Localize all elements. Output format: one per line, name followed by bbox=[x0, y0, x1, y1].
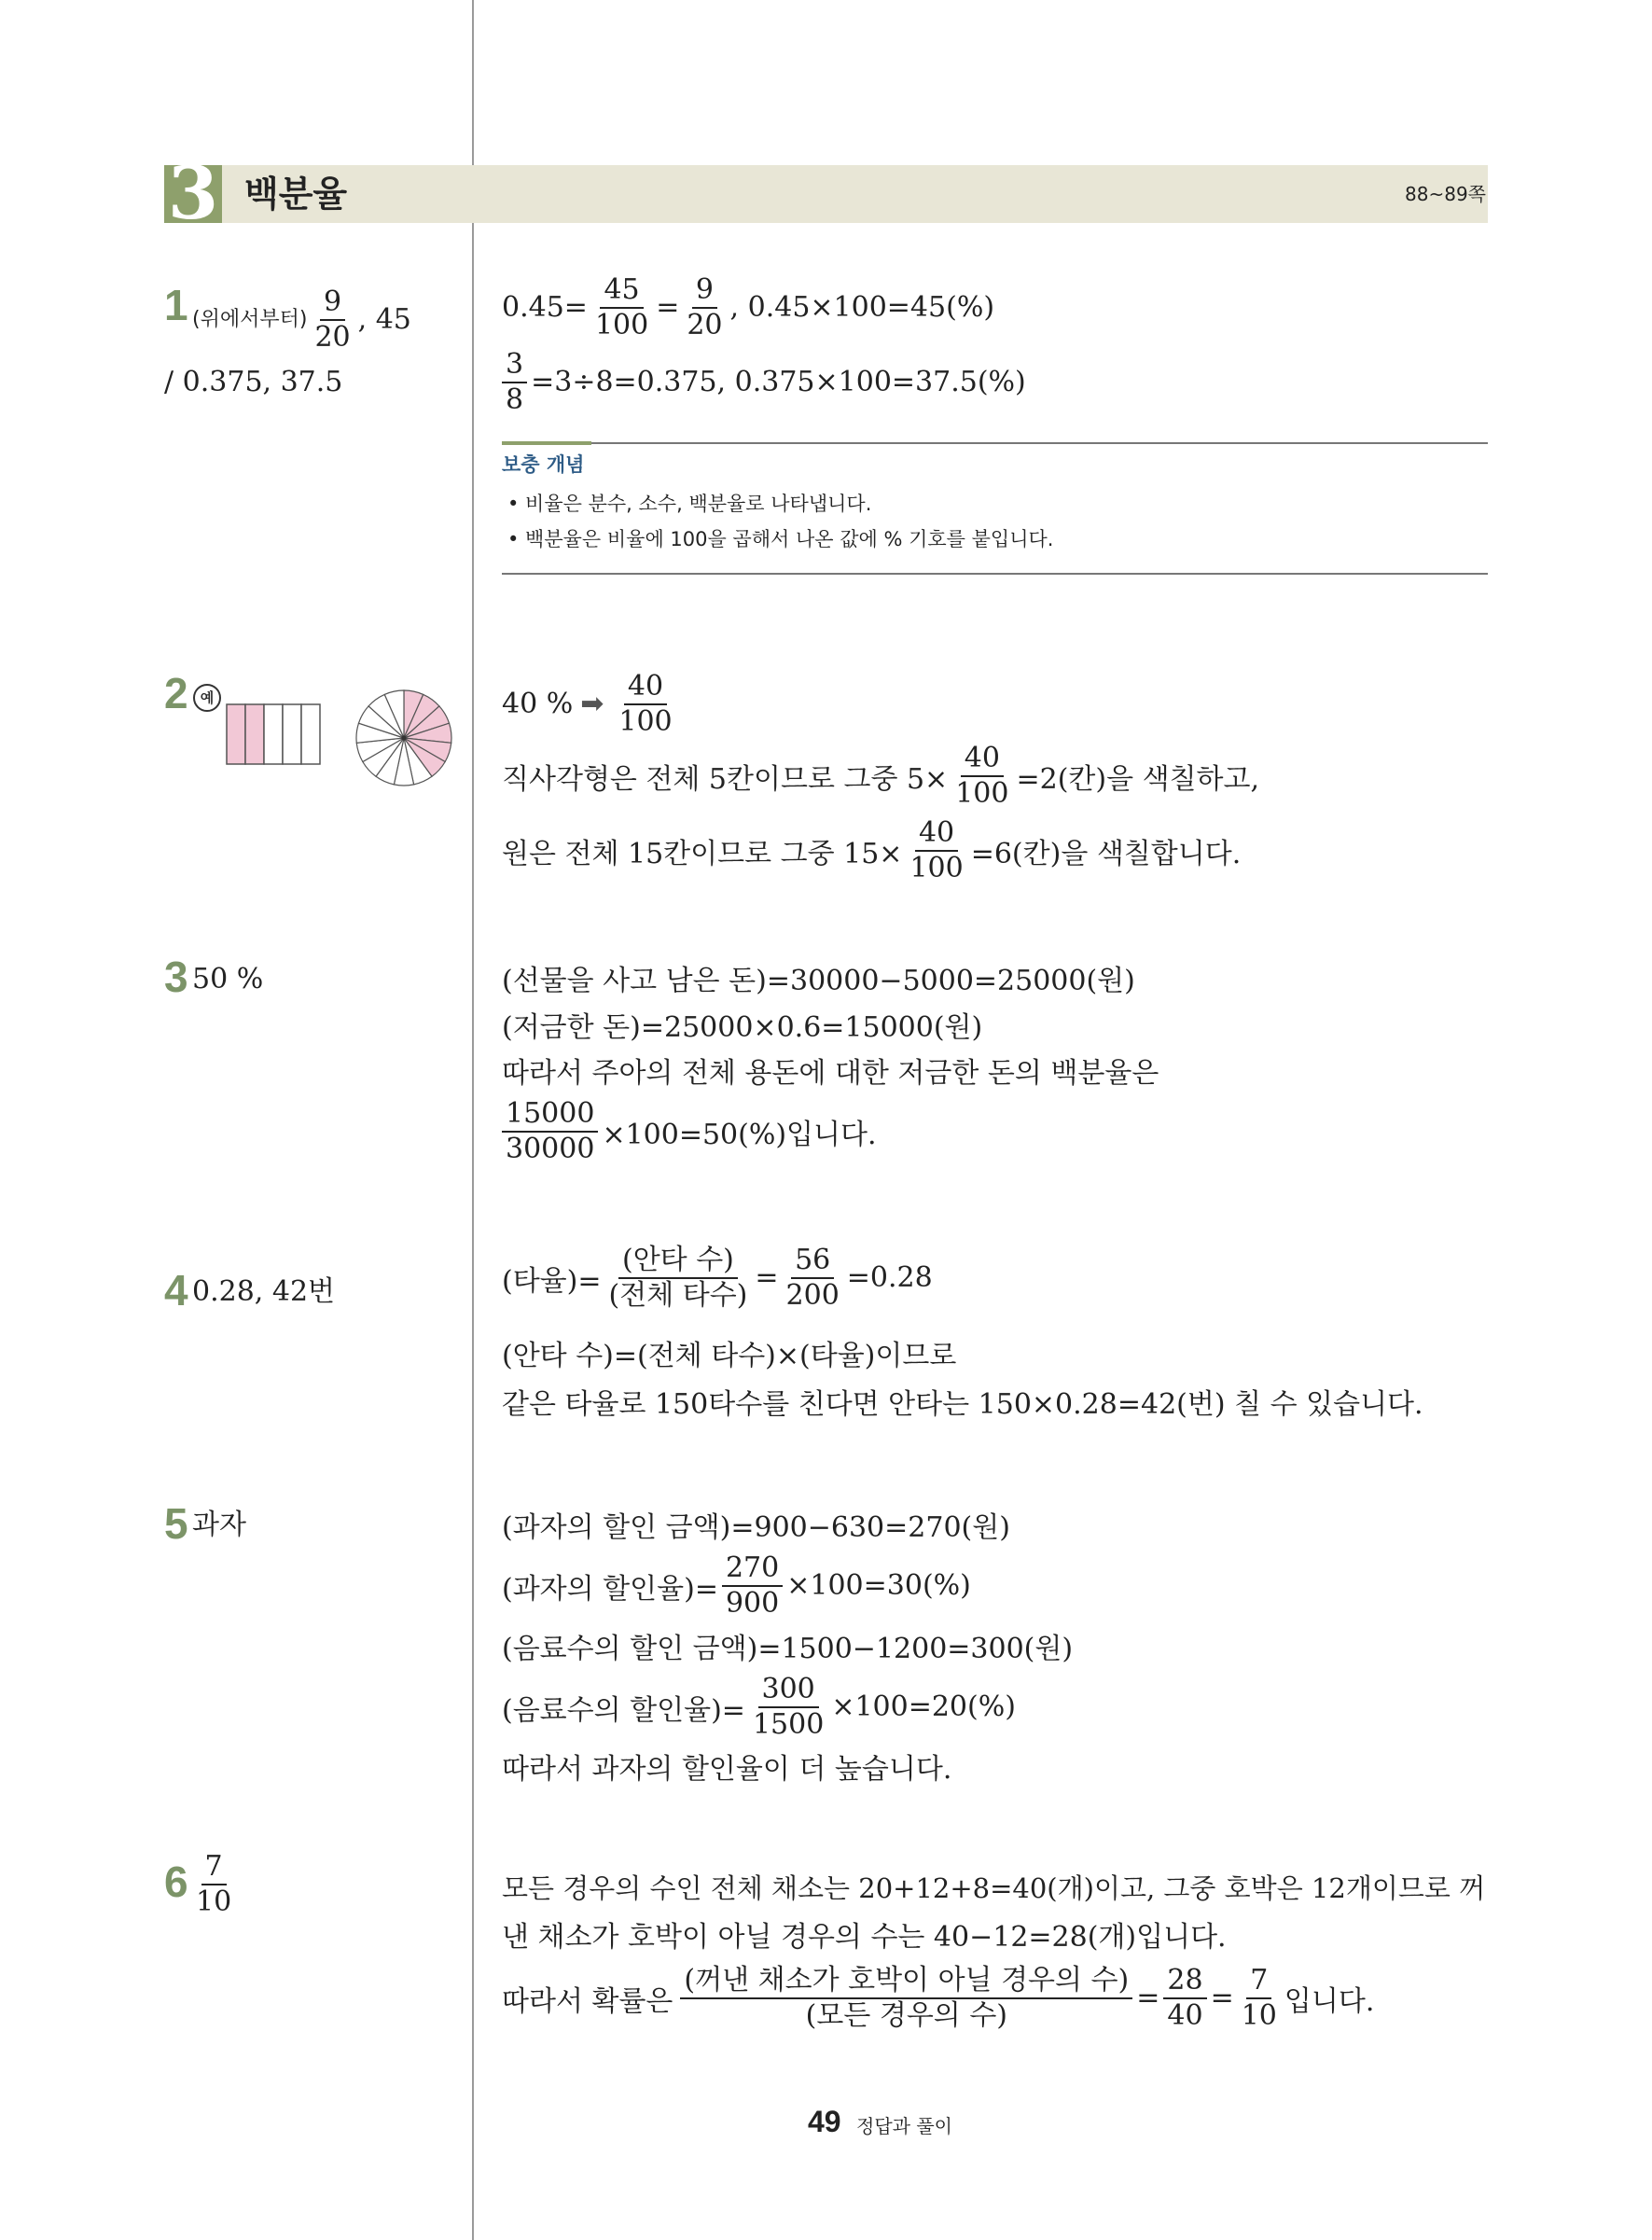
fraction-denominator: 900 bbox=[725, 1586, 780, 1620]
fraction-numerator: (꺼낸 채소가 호박이 아닐 경우의 수) bbox=[680, 1966, 1132, 1999]
solution-line: 따라서 주아의 전체 용돈에 대한 저금한 돈의 백분율은 bbox=[502, 1057, 1159, 1090]
fraction-numerator: 270 bbox=[722, 1553, 783, 1587]
solution-line: (음료수의 할인 금액)=1500−1200=300(원) bbox=[502, 1633, 1074, 1665]
page-number: 49 bbox=[808, 2105, 841, 2138]
note-accent-bar bbox=[502, 441, 591, 445]
fraction bbox=[1238, 1966, 1281, 2030]
answer bbox=[192, 287, 411, 352]
text: ×100=20(%) bbox=[831, 1690, 1016, 1723]
text: =3÷8=0.375, 0.375×100=37.5(%) bbox=[531, 366, 1026, 398]
fraction bbox=[680, 1966, 1132, 2030]
fraction bbox=[951, 744, 1012, 808]
fraction-denominator: 100 bbox=[594, 308, 649, 341]
note-title: 보충 개념 bbox=[502, 453, 585, 476]
fraction bbox=[749, 1675, 827, 1739]
answer: 0.28, 42번 bbox=[192, 1275, 336, 1308]
text: ×100=50(%)입니다. bbox=[602, 1118, 877, 1151]
fraction bbox=[502, 1099, 598, 1163]
fraction-numerator: 7 bbox=[1246, 1966, 1271, 1999]
solution-line bbox=[502, 1675, 1016, 1739]
answer-fraction bbox=[311, 287, 354, 352]
text: = bbox=[1210, 1982, 1234, 2014]
note-bottom-rule bbox=[502, 573, 1488, 575]
fraction-denominator: 40 bbox=[1167, 1998, 1203, 2032]
question-number: 1 bbox=[164, 281, 188, 329]
fraction-numerator: 56 bbox=[791, 1245, 834, 1279]
fraction bbox=[906, 818, 966, 883]
fraction-denominator: 10 bbox=[196, 1885, 232, 1918]
fraction-denominator: (전체 타수) bbox=[608, 1278, 748, 1312]
answer-prefix: (위에서부터) bbox=[192, 307, 308, 331]
solution-line: (과자의 할인 금액)=900−630=270(원) bbox=[502, 1511, 1010, 1544]
fraction bbox=[591, 275, 652, 340]
circle-center bbox=[402, 736, 407, 741]
fraction bbox=[502, 350, 527, 414]
text: = bbox=[656, 291, 680, 324]
answer-tail: , 45 bbox=[357, 302, 411, 336]
solution-line: (선물을 사고 남은 돈)=30000−5000=25000(원) bbox=[502, 965, 1135, 997]
fraction-denominator: 200 bbox=[785, 1278, 840, 1312]
fraction-numerator: 9 bbox=[320, 287, 345, 321]
rect-cell bbox=[283, 704, 301, 764]
fraction-numerator: 28 bbox=[1163, 1966, 1206, 1999]
solution-line: 낸 채소가 호박이 아닐 경우의 수는 40−12=28(개)입니다. bbox=[502, 1921, 1227, 1954]
answer bbox=[192, 1852, 239, 1916]
note-item: • 백분율은 비율에 100을 곱해서 나온 값에 % 기호를 붙입니다. bbox=[507, 528, 1054, 550]
solution-line: 따라서 과자의 할인율이 더 높습니다. bbox=[502, 1753, 952, 1786]
solution-line: (안타 수)=(전체 타수)×(타율)이므로 bbox=[502, 1340, 957, 1372]
text: 원은 전체 15칸이므로 그중 15× bbox=[502, 837, 903, 870]
fraction-numerator: 45 bbox=[600, 275, 643, 309]
fraction-denominator: 10 bbox=[1241, 1998, 1277, 2032]
answer: 과자 bbox=[192, 1509, 246, 1541]
text: ×100=30(%) bbox=[786, 1569, 971, 1602]
solution-line: 같은 타율로 150타수를 친다면 안타는 150×0.28=42(번) 칠 수 있습니다. bbox=[502, 1388, 1423, 1421]
fraction bbox=[722, 1553, 783, 1618]
solution-line: 모든 경우의 수인 전체 채소는 20+12+8=40(개)이고, 그중 호박은 12개이므로 꺼 bbox=[502, 1871, 1486, 1904]
fraction-numerator: 7 bbox=[201, 1852, 227, 1885]
text: =6(칸)을 색칠합니다. bbox=[970, 837, 1242, 870]
rectangle-diagram bbox=[224, 702, 323, 767]
question-number: 2 bbox=[164, 669, 188, 717]
solution-line bbox=[502, 818, 1241, 883]
solution-line bbox=[502, 1099, 877, 1163]
solution-line bbox=[502, 744, 1259, 808]
fraction-numerator: 9 bbox=[692, 275, 717, 309]
fraction-denominator: 100 bbox=[955, 776, 1009, 810]
text: 따라서 확률은 bbox=[502, 1984, 673, 2018]
text: (음료수의 할인율)= bbox=[502, 1693, 745, 1727]
fraction-denominator: 1500 bbox=[752, 1707, 825, 1741]
fraction-denominator: 20 bbox=[687, 308, 723, 341]
fraction-numerator: 40 bbox=[624, 672, 667, 705]
note-top-rule bbox=[502, 442, 1488, 444]
question-number: 3 bbox=[164, 953, 188, 1001]
fraction-denominator: 100 bbox=[618, 704, 673, 738]
column-divider bbox=[472, 0, 474, 2240]
answer-line2: / 0.375, 37.5 bbox=[164, 366, 343, 398]
solution-line bbox=[502, 1245, 933, 1310]
section-banner bbox=[164, 165, 1488, 223]
text: = bbox=[1136, 1982, 1160, 2014]
rect-cell-shaded bbox=[245, 704, 264, 764]
solution-line: (저금한 돈)=25000×0.6=15000(원) bbox=[502, 1011, 983, 1044]
answer-fraction bbox=[192, 1852, 235, 1916]
note-item: • 비율은 분수, 소수, 백분율로 나타냅니다. bbox=[507, 493, 872, 515]
footer-label: 정답과 풀이 bbox=[856, 2115, 952, 2137]
fraction-numerator: 3 bbox=[502, 350, 527, 383]
question-number: 5 bbox=[164, 1499, 188, 1548]
text: 직사각형은 전체 5칸이므로 그중 5× bbox=[502, 762, 949, 796]
fraction-denominator: 20 bbox=[314, 320, 351, 354]
page-range: 88~89쪽 bbox=[1405, 183, 1486, 205]
fraction-numerator: (안타 수) bbox=[618, 1245, 738, 1279]
text: 40 % bbox=[502, 688, 574, 720]
fraction-denominator: 100 bbox=[909, 851, 964, 884]
fraction-denominator: (모든 경우의 수) bbox=[805, 1998, 1008, 2032]
example-mark: 예 bbox=[193, 684, 221, 712]
solution-line bbox=[502, 1553, 971, 1618]
section-number: 3 bbox=[167, 151, 219, 236]
text: =0.28 bbox=[846, 1261, 933, 1294]
fraction-numerator: 40 bbox=[961, 744, 1004, 777]
fraction bbox=[615, 672, 675, 736]
solution-line bbox=[502, 1966, 1374, 2030]
right-arrow-icon: ➡ bbox=[580, 688, 604, 720]
section-title: 백분율 bbox=[244, 174, 348, 215]
fraction-numerator: 40 bbox=[915, 818, 958, 852]
fraction bbox=[1163, 1966, 1206, 2030]
fraction-numerator: 15000 bbox=[502, 1099, 598, 1133]
fraction-numerator: 300 bbox=[758, 1675, 819, 1708]
text: 0.45= bbox=[502, 291, 588, 324]
solution-line bbox=[502, 672, 680, 736]
fraction bbox=[683, 275, 726, 340]
fraction bbox=[783, 1245, 843, 1310]
text: = bbox=[755, 1261, 779, 1294]
text: (과자의 할인율)= bbox=[502, 1572, 718, 1606]
answer: 50 % bbox=[192, 963, 264, 995]
text: 입니다. bbox=[1284, 1984, 1375, 2018]
question-number: 4 bbox=[164, 1266, 188, 1315]
question-number: 6 bbox=[164, 1857, 188, 1906]
rect-cell-shaded bbox=[227, 704, 245, 764]
solution-line bbox=[502, 275, 994, 340]
text: (타율)= bbox=[502, 1264, 602, 1298]
text: , 0.45×100=45(%) bbox=[729, 291, 995, 324]
solution-line bbox=[502, 350, 1026, 414]
fraction-denominator: 30000 bbox=[506, 1132, 595, 1165]
rect-cell bbox=[264, 704, 283, 764]
fraction bbox=[605, 1245, 752, 1310]
text: =2(칸)을 색칠하고, bbox=[1016, 762, 1260, 796]
rect-cell bbox=[301, 704, 320, 764]
fraction-denominator: 8 bbox=[506, 383, 524, 416]
circle-diagram bbox=[353, 687, 455, 789]
